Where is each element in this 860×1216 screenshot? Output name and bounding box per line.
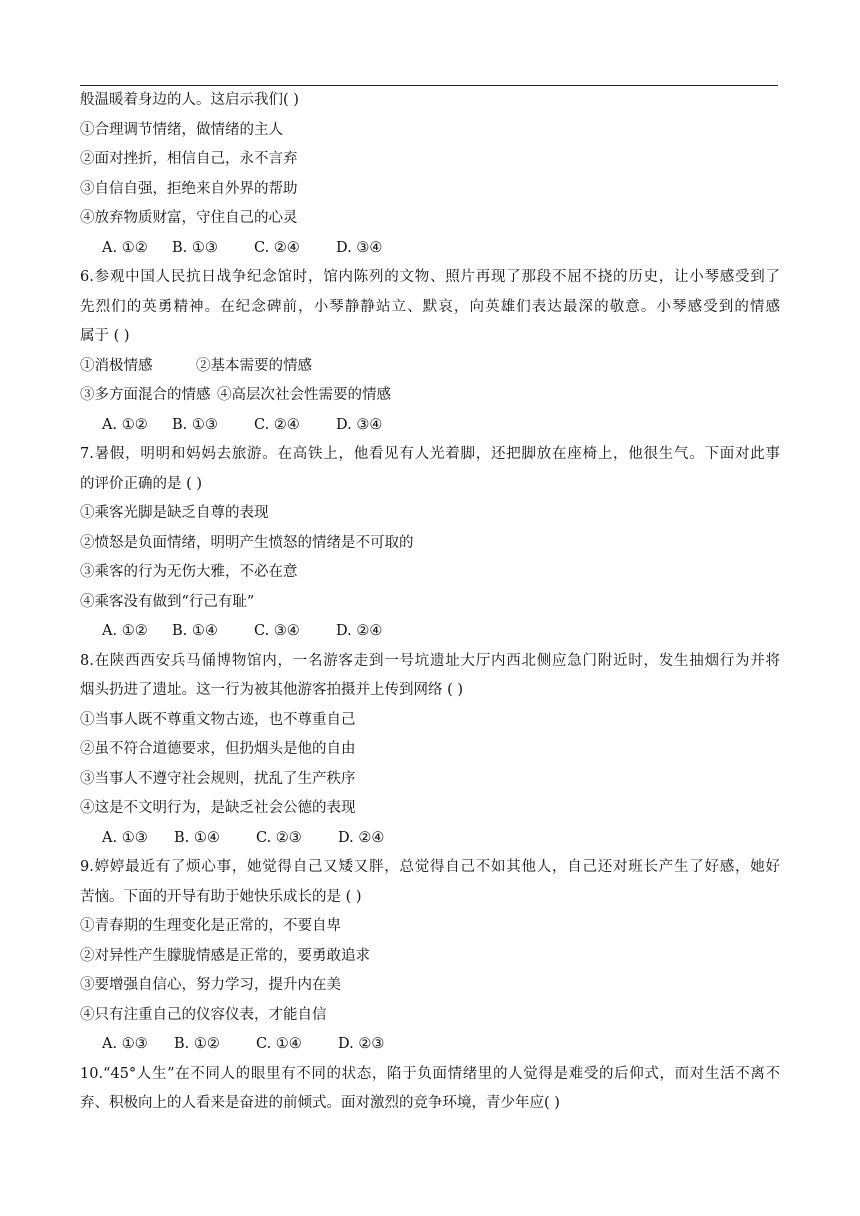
q8-option-a[interactable]: A. ①③ xyxy=(102,829,148,846)
q8-statement-2: ②虽不符合道德要求，但扔烟头是他的自由 xyxy=(80,741,356,757)
q7-option-b[interactable]: B. ①④ xyxy=(172,623,218,639)
q6-statement-2: ②基本需要的情感 xyxy=(196,357,312,374)
q6-stem-line-2: 先烈们的英勇精神。在纪念碑前，小琴静静站立、默哀，向英雄们表达最深的敬意。小琴感受到的情感 xyxy=(80,298,780,315)
q9-statement-1: ①青春期的生理变化是正常的，不要自卑 xyxy=(80,918,341,934)
q7-statement-4: ④乘客没有做到“行己有耻” xyxy=(80,593,255,610)
q6-statement-3: ③多方面混合的情感 xyxy=(80,387,211,403)
q6-statement-4: ④高层次社会性需要的情感 xyxy=(217,387,391,403)
q9-stem-line-1: 9.婷婷最近有了烦心事，她觉得自己又矮又胖，总觉得自己不如其他人，自己还对班长产生了好感，她好 xyxy=(80,859,780,875)
q9-statement-4: ④只有注重自己的仪容仪表，才能自信 xyxy=(80,1006,327,1023)
q6-option-c[interactable]: C. ②④ xyxy=(254,416,300,433)
q9-option-b[interactable]: B. ①② xyxy=(174,1036,220,1052)
q9-option-c[interactable]: C. ①④ xyxy=(256,1036,302,1052)
q8-option-d[interactable]: D. ②④ xyxy=(338,829,385,846)
q6-stem-line-3: 属于 ( ) xyxy=(80,328,130,344)
q6-stem-line-1: 6.参观中国人民抗日战争纪念馆时，馆内陈列的文物、照片再现了那段不屈不挠的历史，让小琴感受到了 xyxy=(80,269,780,285)
q5-option-b[interactable]: B. ①③ xyxy=(172,239,218,256)
q7-stem-line-1: 7.暑假，明明和妈妈去旅游。在高铁上，他看见有人光着脚，还把脚放在座椅上，他很生气。下面对此事 xyxy=(80,446,780,462)
q7-statement-1: ①乘客光脚是缺乏自尊的表现 xyxy=(80,505,269,521)
q7-stem-line-2: 的评价正确的是 ( ) xyxy=(80,475,203,492)
q7-options xyxy=(80,617,780,647)
q5-options xyxy=(80,234,780,264)
q5-statement-2: ②面对挫折，相信自己，永不言弃 xyxy=(80,151,298,167)
q6-statements-row-2 xyxy=(80,381,780,411)
q9-option-a[interactable]: A. ①③ xyxy=(102,1036,148,1052)
q10-stem-line-2: 弃、积极向上的人看来是奋进的前倾式。面对激烈的竞争环境，青少年应( ) xyxy=(80,1095,560,1111)
q8-option-b[interactable]: B. ①④ xyxy=(174,829,220,846)
q5-statement-3: ③自信自强，拒绝来自外界的帮助 xyxy=(80,180,298,197)
q7-option-c[interactable]: C. ③④ xyxy=(254,623,300,639)
q6-option-b[interactable]: B. ①③ xyxy=(172,416,218,433)
q6-statements-row-1 xyxy=(80,352,780,382)
q9-statement-2: ②对异性产生朦胧情感是正常的，要勇敢追求 xyxy=(80,947,370,964)
q9-options xyxy=(80,1030,780,1060)
q8-option-c[interactable]: C. ②③ xyxy=(256,829,302,846)
q6-option-d[interactable]: D. ③④ xyxy=(336,416,383,433)
q7-statement-2: ②愤怒是负面情绪，明明产生愤怒的情绪是不可取的 xyxy=(80,534,414,551)
q8-statement-3: ③当事人不遵守社会规则，扰乱了生产秩序 xyxy=(80,770,356,787)
q5-option-d[interactable]: D. ③④ xyxy=(336,239,383,256)
q6-option-a[interactable]: A. ①② xyxy=(102,416,148,433)
q7-option-d[interactable]: D. ②④ xyxy=(336,623,383,639)
q5-option-a[interactable]: A. ①② xyxy=(102,239,148,256)
q9-stem-line-2: 苦恼。下面的开导有助于她快乐成长的是 ( ) xyxy=(80,888,362,905)
q7-statement-3: ③乘客的行为无伤大雅，不必在意 xyxy=(80,564,298,580)
q8-statement-1: ①当事人既不尊重文物古迹，也不尊重自己 xyxy=(80,711,356,728)
q6-statement-1: ①消极情感 xyxy=(80,357,153,374)
q8-options xyxy=(80,824,780,854)
q8-stem-line-2: 烟头扔进了遗址。这一行为被其他游客拍摄并上传到网络 ( ) xyxy=(80,682,464,698)
q6-options xyxy=(80,411,780,441)
question-sheet xyxy=(80,86,780,1119)
q10-stem-line-1: 10.“45°人生”在不同人的眼里有不同的状态，陷于负面情绪里的人觉得是难受的后仰式，而对生活不离不 xyxy=(80,1065,780,1082)
q9-statement-3: ③要增强自信心，努力学习，提升内在美 xyxy=(80,977,341,993)
q8-stem-line-1: 8.在陕西西安兵马俑博物馆内，一名游客走到一号坑遗址大厅内西北侧应急门附近时，发生抽烟行为并将 xyxy=(80,652,780,669)
q7-option-a[interactable]: A. ①② xyxy=(102,623,148,639)
q5-statement-4: ④放弃物质财富，守住自己的心灵 xyxy=(80,210,298,226)
q5-option-c[interactable]: C. ②④ xyxy=(254,239,300,256)
q5-stem-tail: 般温暖着身边的人。这启示我们( ) xyxy=(80,92,299,108)
q8-statement-4: ④这是不文明行为，是缺乏社会公德的表现 xyxy=(80,800,356,816)
q5-statement-1: ①合理调节情绪，做情绪的主人 xyxy=(80,121,283,138)
q9-option-d[interactable]: D. ②③ xyxy=(338,1036,385,1052)
